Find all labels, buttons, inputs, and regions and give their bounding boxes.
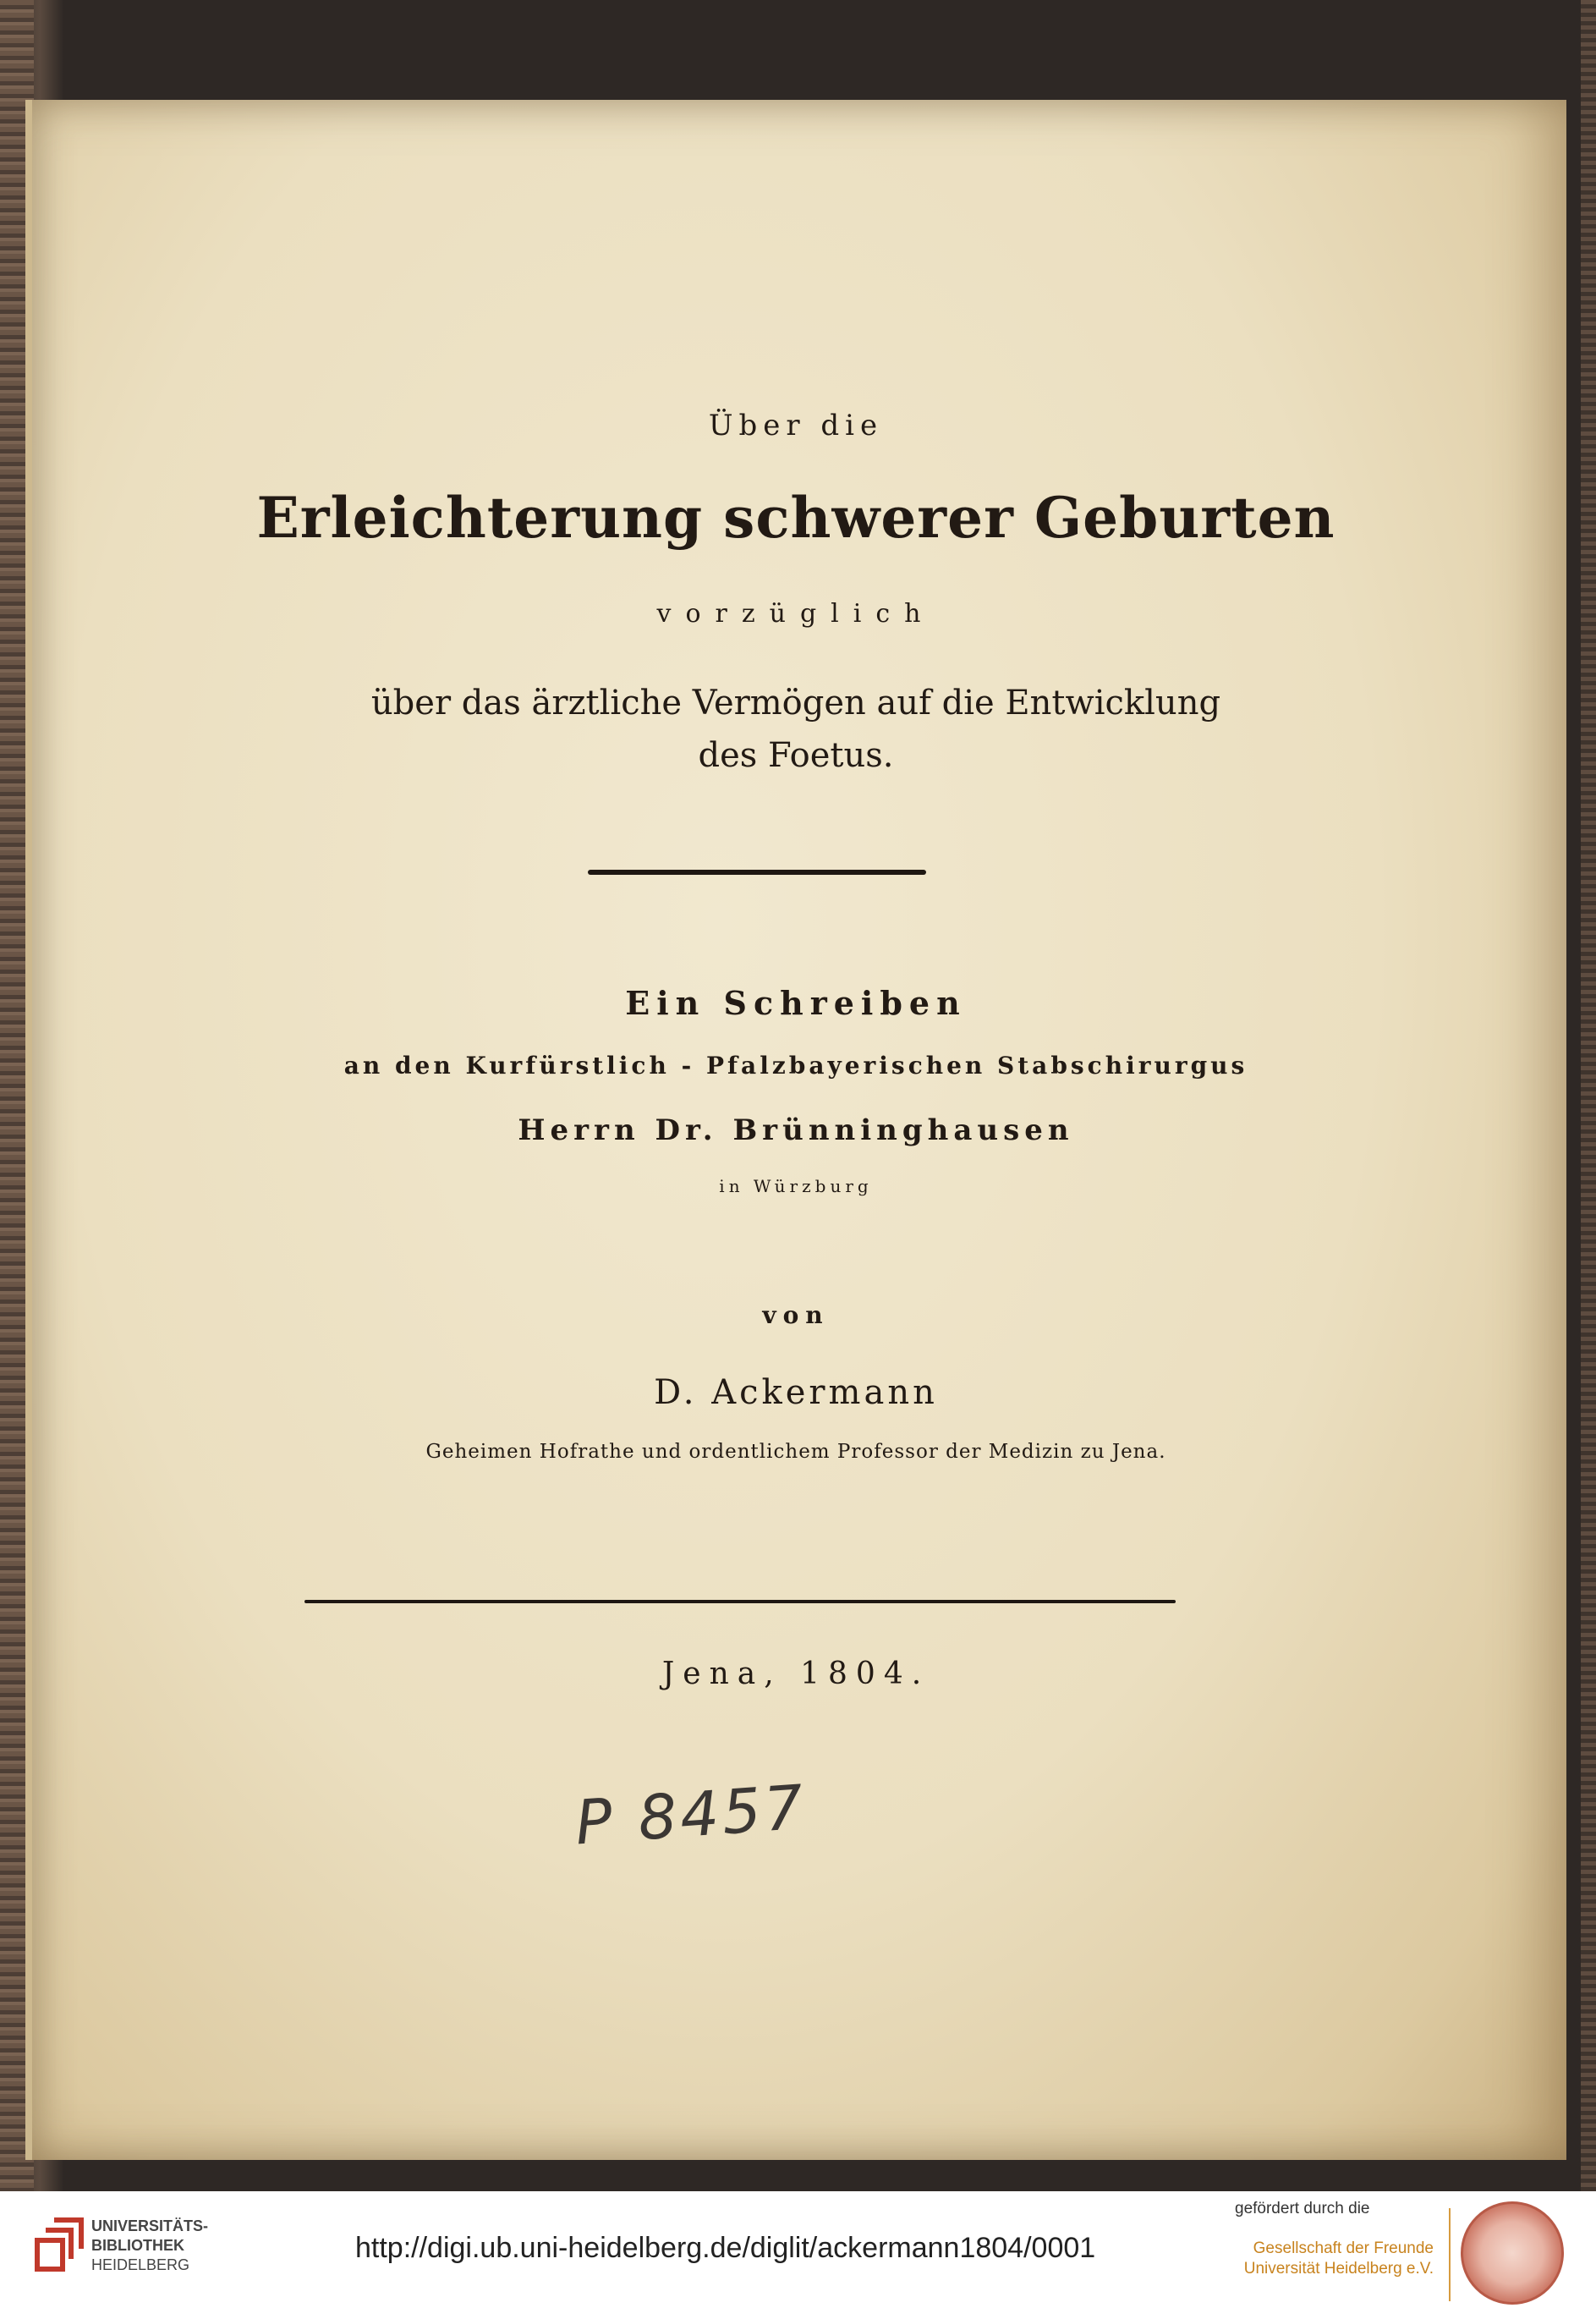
subtitle-line-1: über das ärztliche Vermögen auf die Entwicklung: [370, 684, 1221, 723]
addressee-place: in Würzburg: [719, 1176, 873, 1196]
ornamental-rule-bottom: [304, 1600, 1176, 1603]
ornamental-rule-top: [588, 870, 926, 875]
vorzueglich-line: vorzüglich: [656, 599, 935, 629]
ub-heidelberg-logo-icon: [34, 2215, 85, 2283]
letter-heading: Ein Schreiben: [625, 984, 967, 1022]
funded-label: gefördert durch die: [1235, 2200, 1370, 2217]
permalink-url[interactable]: http://digi.ub.uni-heidelberg.de/diglit/ackermann1804/0001: [355, 2232, 1096, 2264]
funder-name: [1235, 2239, 1434, 2279]
funder-line-2: Universität Heidelberg e.V.: [1243, 2260, 1434, 2278]
heading-uber: Über die: [708, 409, 884, 442]
book-binding-right: [1581, 0, 1596, 2191]
footer-bar: [0, 2191, 1596, 2308]
imprint: Jena, 1804.: [661, 1657, 930, 1691]
library-line-2: BIBLIOTHEK: [91, 2237, 184, 2254]
addressee-name: Herrn Dr. Brünninghausen: [518, 1113, 1074, 1147]
author-name: D. Ackermann: [654, 1373, 938, 1412]
page-edge: [25, 100, 32, 2160]
author-title: Geheimen Hofrathe und ordentlichem Professor der Medizin zu Jena.: [425, 1441, 1166, 1463]
subtitle-line-2: des Foetus.: [698, 736, 894, 775]
title-page: [25, 100, 1566, 2160]
main-title: Erleichterung schwerer Geburten: [256, 485, 1335, 551]
funder-line-1: Gesellschaft der Freunde: [1253, 2239, 1434, 2257]
footer-divider: [1449, 2208, 1451, 2301]
library-line-3: HEIDELBERG: [91, 2256, 190, 2273]
library-name: [91, 2217, 208, 2275]
addressee-line: an den Kurfürstlich - Pfalzbayerischen Stabschirurgus: [343, 1052, 1248, 1080]
university-seal-icon: [1461, 2201, 1564, 2305]
library-line-1: UNIVERSITÄTS-: [91, 2217, 209, 2234]
von-line: von: [762, 1301, 830, 1329]
handwritten-shelfmark: P 8457: [573, 1771, 809, 1859]
